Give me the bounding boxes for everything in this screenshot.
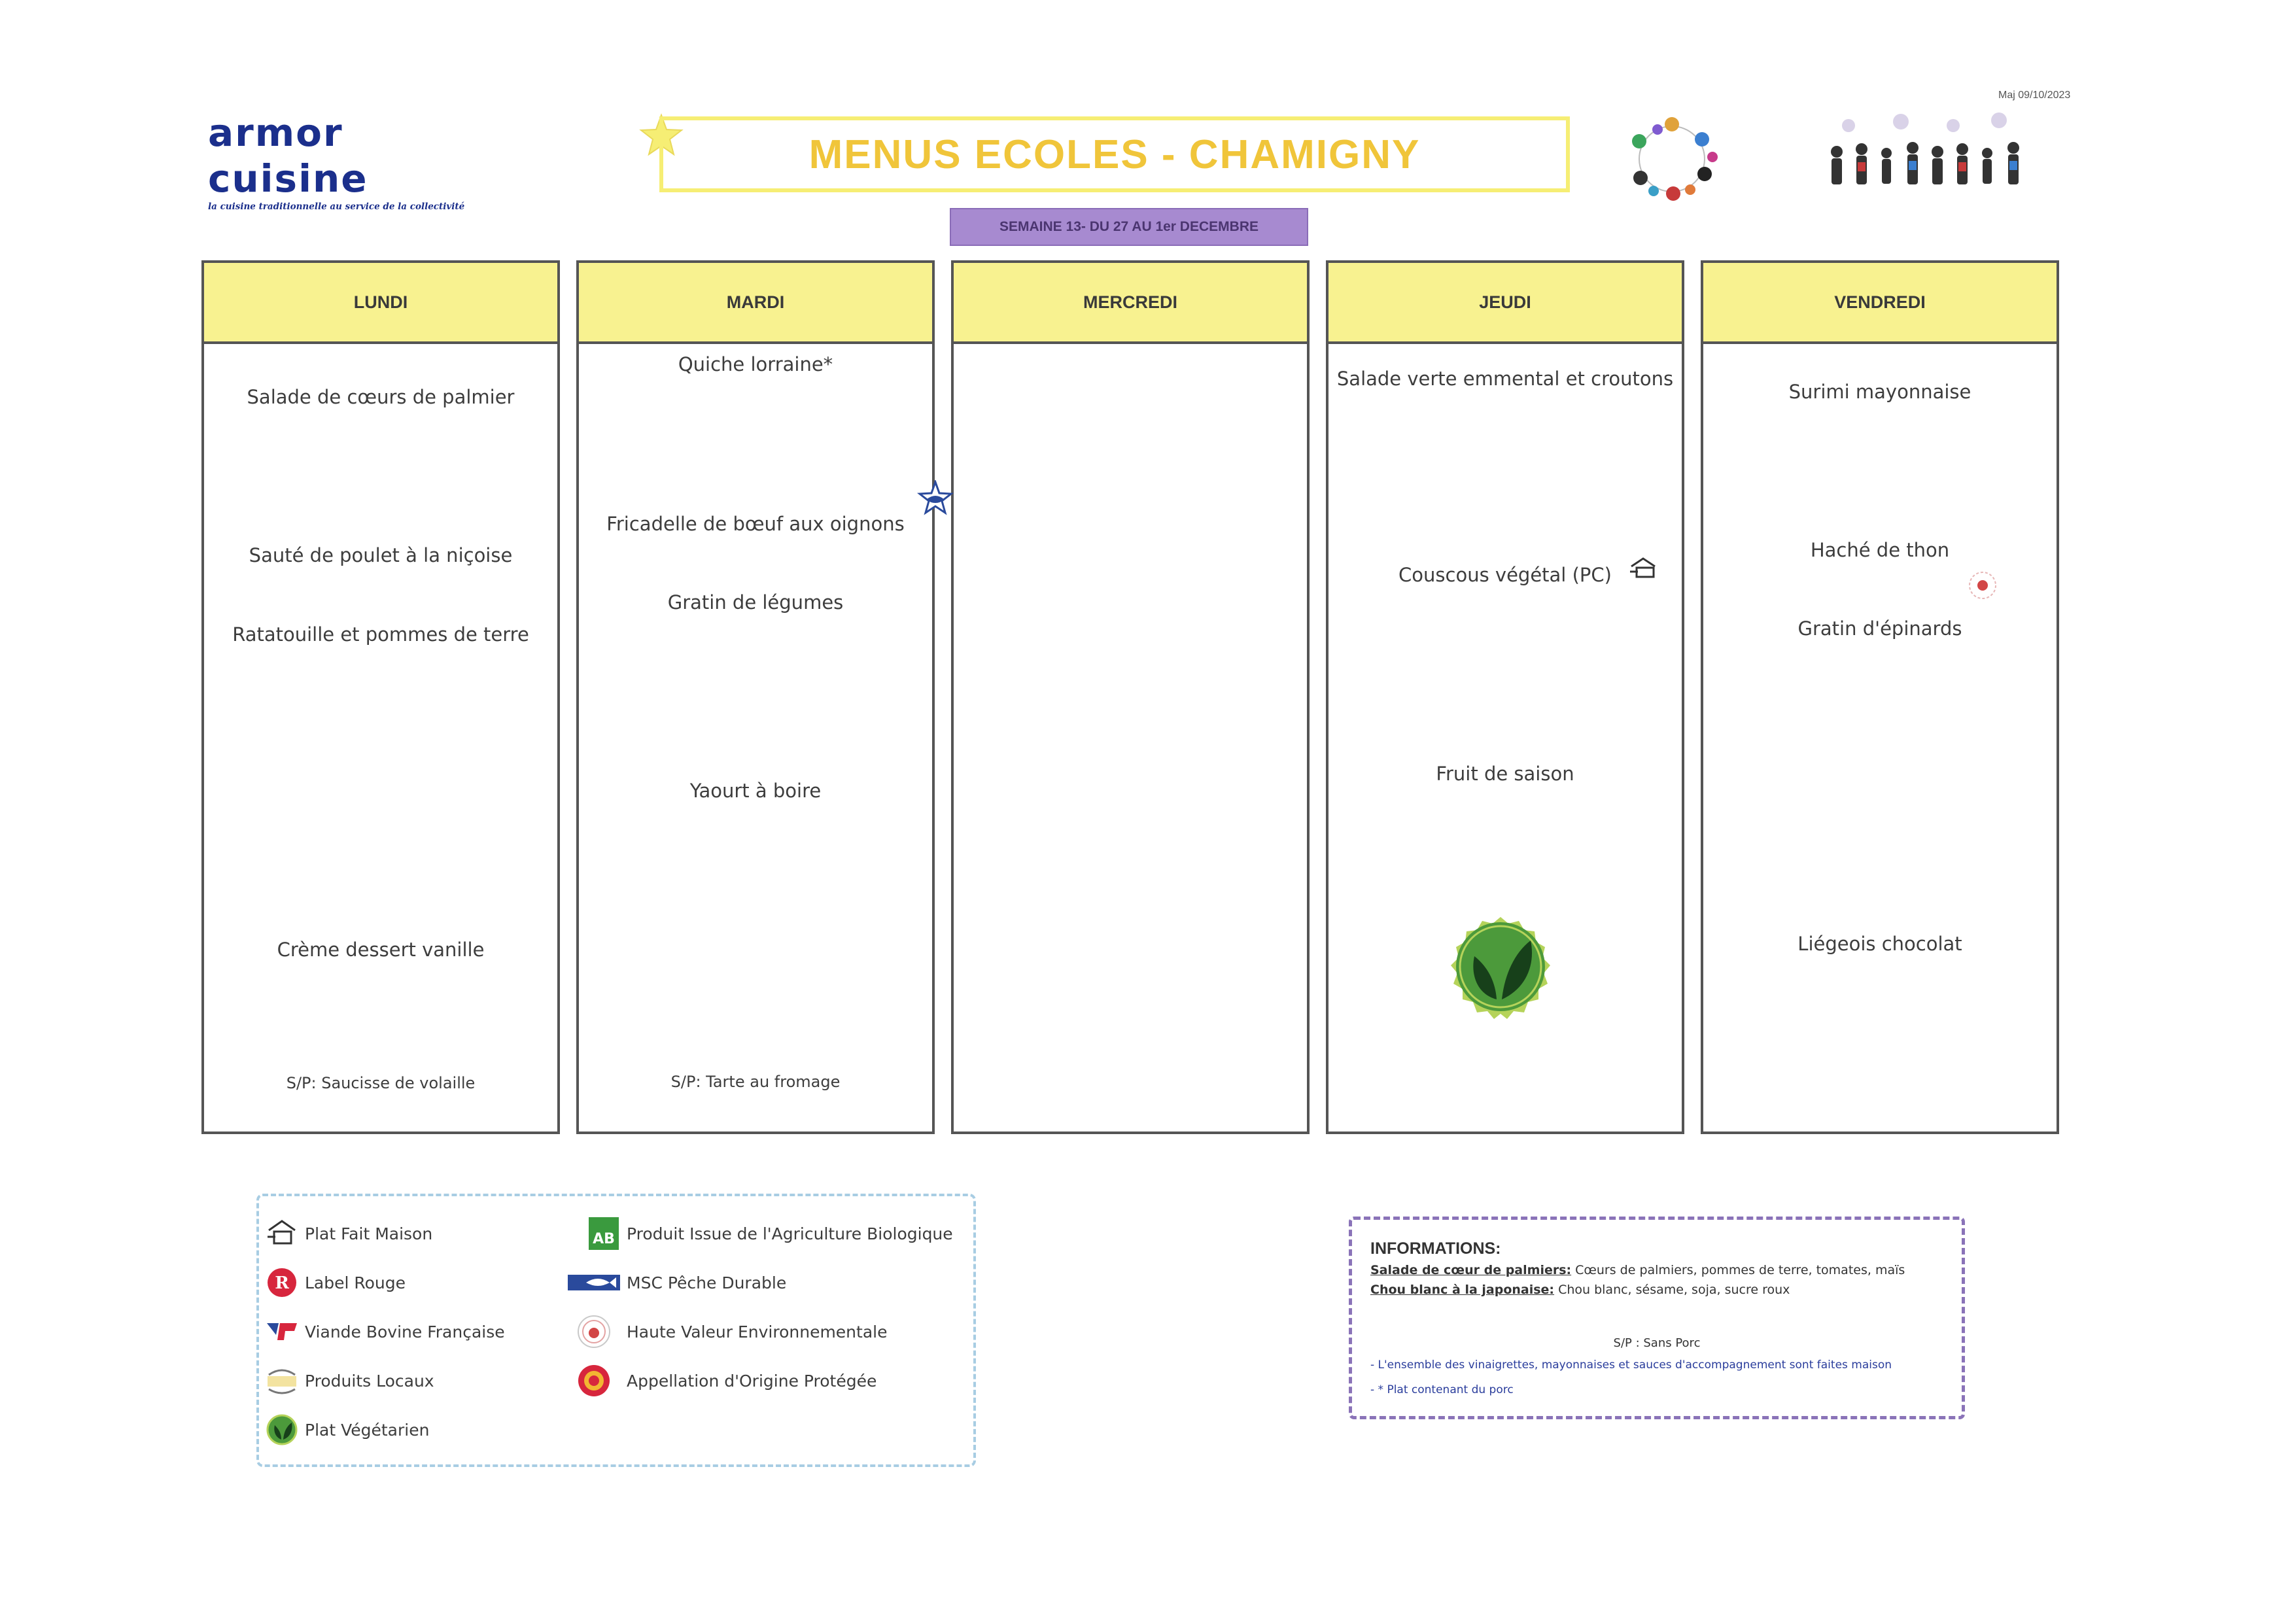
dish: Haché de thon <box>1810 539 1950 561</box>
week-banner: SEMAINE 13- DU 27 AU 1er DECEMBRE <box>950 208 1308 246</box>
day-header-vendredi: VENDREDI <box>1703 263 2057 344</box>
dish: Couscous végétal (PC) <box>1398 564 1612 586</box>
info-line <box>1370 1263 1905 1277</box>
legend-item <box>586 1216 953 1251</box>
brand-logo <box>208 110 515 212</box>
information-box <box>1349 1217 1965 1419</box>
hve-icon <box>566 1314 621 1349</box>
dish: Surimi mayonnaise <box>1788 381 1971 403</box>
dish: Salade de cœurs de palmier <box>247 386 515 408</box>
dish: Salade verte emmental et croutons <box>1336 368 1674 390</box>
update-date: Maj 09/10/2023 <box>1998 90 2071 101</box>
msc-fish-icon <box>917 480 954 517</box>
legend-label: Plat Végétarien <box>305 1420 430 1440</box>
info-note: - * Plat contenant du porc <box>1370 1383 1514 1396</box>
vegetarian-leaf-icon <box>264 1412 300 1447</box>
legend-label: Viande Bovine Française <box>305 1322 505 1341</box>
legend-item <box>264 1363 434 1398</box>
day-header-mercredi: MERCREDI <box>954 263 1307 344</box>
legend-label: Haute Valeur Environnementale <box>627 1322 888 1341</box>
legend-item <box>264 1265 406 1300</box>
dish: Sauté de poulet à la niçoise <box>249 544 513 566</box>
dish: Gratin d'épinards <box>1797 617 1962 640</box>
day-header-lundi: LUNDI <box>204 263 557 344</box>
dish: Fruit de saison <box>1436 763 1574 785</box>
info-sp: S/P : Sans Porc <box>1613 1336 1701 1350</box>
info-label: Salade de cœur de palmiers: <box>1370 1263 1572 1277</box>
kids-row-illustration-icon <box>1822 111 2032 203</box>
info-line <box>1370 1283 1790 1297</box>
day-column-mercredi <box>951 260 1310 1134</box>
legend-item <box>566 1314 887 1349</box>
legend-box <box>256 1194 976 1467</box>
legend-item <box>566 1265 786 1300</box>
legend-label: Produit Issue de l'Agriculture Biologique <box>627 1224 953 1243</box>
day-column-vendredi <box>1701 260 2059 1134</box>
day-header-jeudi: JEUDI <box>1328 263 1682 344</box>
vegetarian-leaf-icon <box>1431 903 1570 1031</box>
legend-label: Plat Fait Maison <box>305 1224 433 1243</box>
legend-label: Appellation d'Origine Protégée <box>627 1371 877 1391</box>
label-rouge-icon <box>264 1265 300 1300</box>
legend-label: Produits Locaux <box>305 1371 434 1391</box>
page-title: MENUS ECOLES - CHAMIGNY <box>808 131 1421 177</box>
dish: Crème dessert vanille <box>277 939 485 961</box>
aop-icon <box>566 1363 621 1398</box>
legend-item <box>264 1314 505 1349</box>
house-icon <box>1629 556 1658 582</box>
ab-icon <box>586 1216 621 1251</box>
msc-fish-icon <box>566 1265 621 1300</box>
ab-icon-text: AB <box>589 1217 619 1250</box>
vbf-icon <box>264 1314 300 1349</box>
day-header-mardi: MARDI <box>579 263 932 344</box>
dish: Ratatouille et pommes de terre <box>232 623 529 646</box>
legend-item <box>566 1363 877 1398</box>
legend-item <box>264 1216 432 1251</box>
info-title: INFORMATIONS: <box>1370 1239 1501 1258</box>
dish: Quiche lorraine* <box>678 353 833 375</box>
sans-porc-alternative: S/P: Tarte au fromage <box>670 1073 841 1091</box>
dish: Fricadelle de bœuf aux oignons <box>606 513 905 535</box>
dish: Liégeois chocolat <box>1797 933 1962 955</box>
legend-label: Label Rouge <box>305 1273 406 1292</box>
brand-tagline: la cuisine traditionnelle au service de la collectivité <box>208 201 465 212</box>
hve-icon <box>1966 569 1999 602</box>
sans-porc-alternative: S/P: Saucisse de volaille <box>286 1074 476 1092</box>
kids-circle-illustration-icon <box>1620 110 1724 208</box>
title-box <box>659 116 1570 192</box>
dish: Yaourt à boire <box>689 780 822 802</box>
svg-text:R: R <box>275 1273 289 1293</box>
brand-name: armor cuisine <box>208 111 368 201</box>
legend-label: MSC Pêche Durable <box>627 1273 787 1292</box>
legend-item <box>264 1412 429 1447</box>
info-label: Chou blanc à la japonaise: <box>1370 1283 1555 1297</box>
dish: Gratin de légumes <box>667 591 844 613</box>
info-note: - L'ensemble des vinaigrettes, mayonnaises et sauces d'accompagnement sont faites maison <box>1370 1358 1892 1372</box>
day-column-mardi <box>576 260 935 1134</box>
day-column-lundi <box>201 260 560 1134</box>
info-text: Chou blanc, sésame, soja, sucre roux <box>1554 1283 1790 1297</box>
house-icon <box>264 1216 300 1251</box>
produits-locaux-icon <box>264 1363 300 1398</box>
info-text: Cœurs de palmiers, pommes de terre, tomates, maïs <box>1571 1263 1905 1277</box>
